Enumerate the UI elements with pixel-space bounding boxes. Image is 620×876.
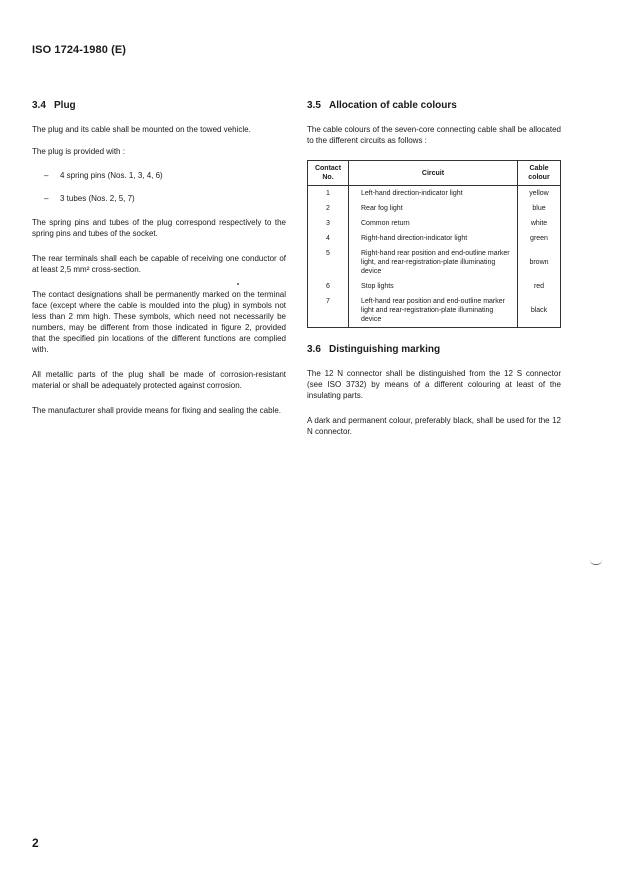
section-number: 3.5 (307, 100, 321, 111)
scan-mark (590, 560, 602, 565)
table-row (308, 294, 561, 328)
section-3-6-heading (307, 344, 561, 355)
paragraph: The contact designations shall be permanently marked on the terminal face (except where the cable is moulded into the plug) in symbols not less than 2 mm high. These symbols, which need not necessarily be numbers, may be different from those indicated in figure 2, provided that the specified pin locations of the different functions are complied with. (32, 290, 286, 354)
table-row (308, 231, 561, 246)
table-cell: green (518, 231, 561, 246)
paragraph: The plug and its cable shall be mounted on the towed vehicle. (32, 125, 251, 134)
table-cell: Right-hand rear position and end-outline marker light, and rear-registration-plate illuminating device (349, 246, 518, 279)
list-item (32, 194, 286, 203)
scan-speck (237, 283, 239, 285)
section-number: 3.6 (307, 344, 321, 355)
table-header-row (308, 161, 561, 186)
table-cell: black (518, 294, 561, 328)
left-column (32, 100, 286, 427)
page-number: 2 (32, 836, 39, 850)
document-header: ISO 1724-1980 (E) (32, 44, 127, 56)
table-cell: Left-hand direction-indicator light (349, 186, 518, 202)
cable-colour-table (307, 160, 561, 328)
section-title: Plug (54, 100, 76, 111)
table-header: Contact No. (308, 161, 349, 186)
section-title: Allocation of cable colours (329, 100, 457, 111)
table-cell: Left-hand rear position and end-outline marker light and rear-registration-plate illuminating device (349, 294, 518, 328)
list-dash: – (44, 194, 49, 203)
paragraph: The rear terminals shall each be capable of receiving one conductor of at least 2,5 mm² cross-section. (32, 254, 286, 274)
table-cell: 1 (308, 186, 349, 202)
table-row (308, 201, 561, 216)
table-cell: Stop lights (349, 279, 518, 294)
table-cell: 3 (308, 216, 349, 231)
list-item-text: 3 tubes (Nos. 2, 5, 7) (60, 194, 135, 203)
table-cell: Common return (349, 216, 518, 231)
right-column (307, 100, 561, 448)
table-cell: 2 (308, 201, 349, 216)
table-cell: 6 (308, 279, 349, 294)
table-row (308, 279, 561, 294)
table-cell: red (518, 279, 561, 294)
paragraph: The spring pins and tubes of the plug correspond respectively to the spring pins and tubes of the socket. (32, 218, 286, 238)
table-row (308, 246, 561, 279)
table-header: Cable colour (518, 161, 561, 186)
table-cell: brown (518, 246, 561, 279)
table-cell: Rear fog light (349, 201, 518, 216)
table-cell: blue (518, 201, 561, 216)
table-header: Circuit (349, 161, 518, 186)
table-row (308, 216, 561, 231)
list-item-text: 4 spring pins (Nos. 1, 3, 4, 6) (60, 171, 163, 180)
section-title: Distinguishing marking (329, 344, 441, 355)
paragraph: A dark and permanent colour, preferably black, shall be used for the 12 N connector. (307, 416, 561, 436)
list-item (32, 171, 286, 180)
list-dash: – (44, 171, 49, 180)
table-cell: 4 (308, 231, 349, 246)
section-number: 3.4 (32, 100, 46, 111)
section-3-5-heading (307, 100, 561, 111)
paragraph: The manufacturer shall provide means for fixing and sealing the cable. (32, 406, 282, 415)
paragraph: All metallic parts of the plug shall be made of corrosion-resistant material or shall be adequately protected against corrosion. (32, 370, 286, 390)
plug-contents-list (32, 171, 286, 203)
table-cell: 5 (308, 246, 349, 279)
table-cell: 7 (308, 294, 349, 328)
table-cell: white (518, 216, 561, 231)
paragraph: The cable colours of the seven-core connecting cable shall be allocated to the different circuits as follows : (307, 125, 561, 145)
section-3-4-heading (32, 100, 286, 111)
table-row (308, 186, 561, 202)
paragraph: The plug is provided with : (32, 147, 125, 156)
paragraph: The 12 N connector shall be distinguished from the 12 S connector (see ISO 3732) by means of a different colouring at least of the insulating parts. (307, 369, 561, 400)
table-cell: Right-hand direction-indicator light (349, 231, 518, 246)
table-cell: yellow (518, 186, 561, 202)
